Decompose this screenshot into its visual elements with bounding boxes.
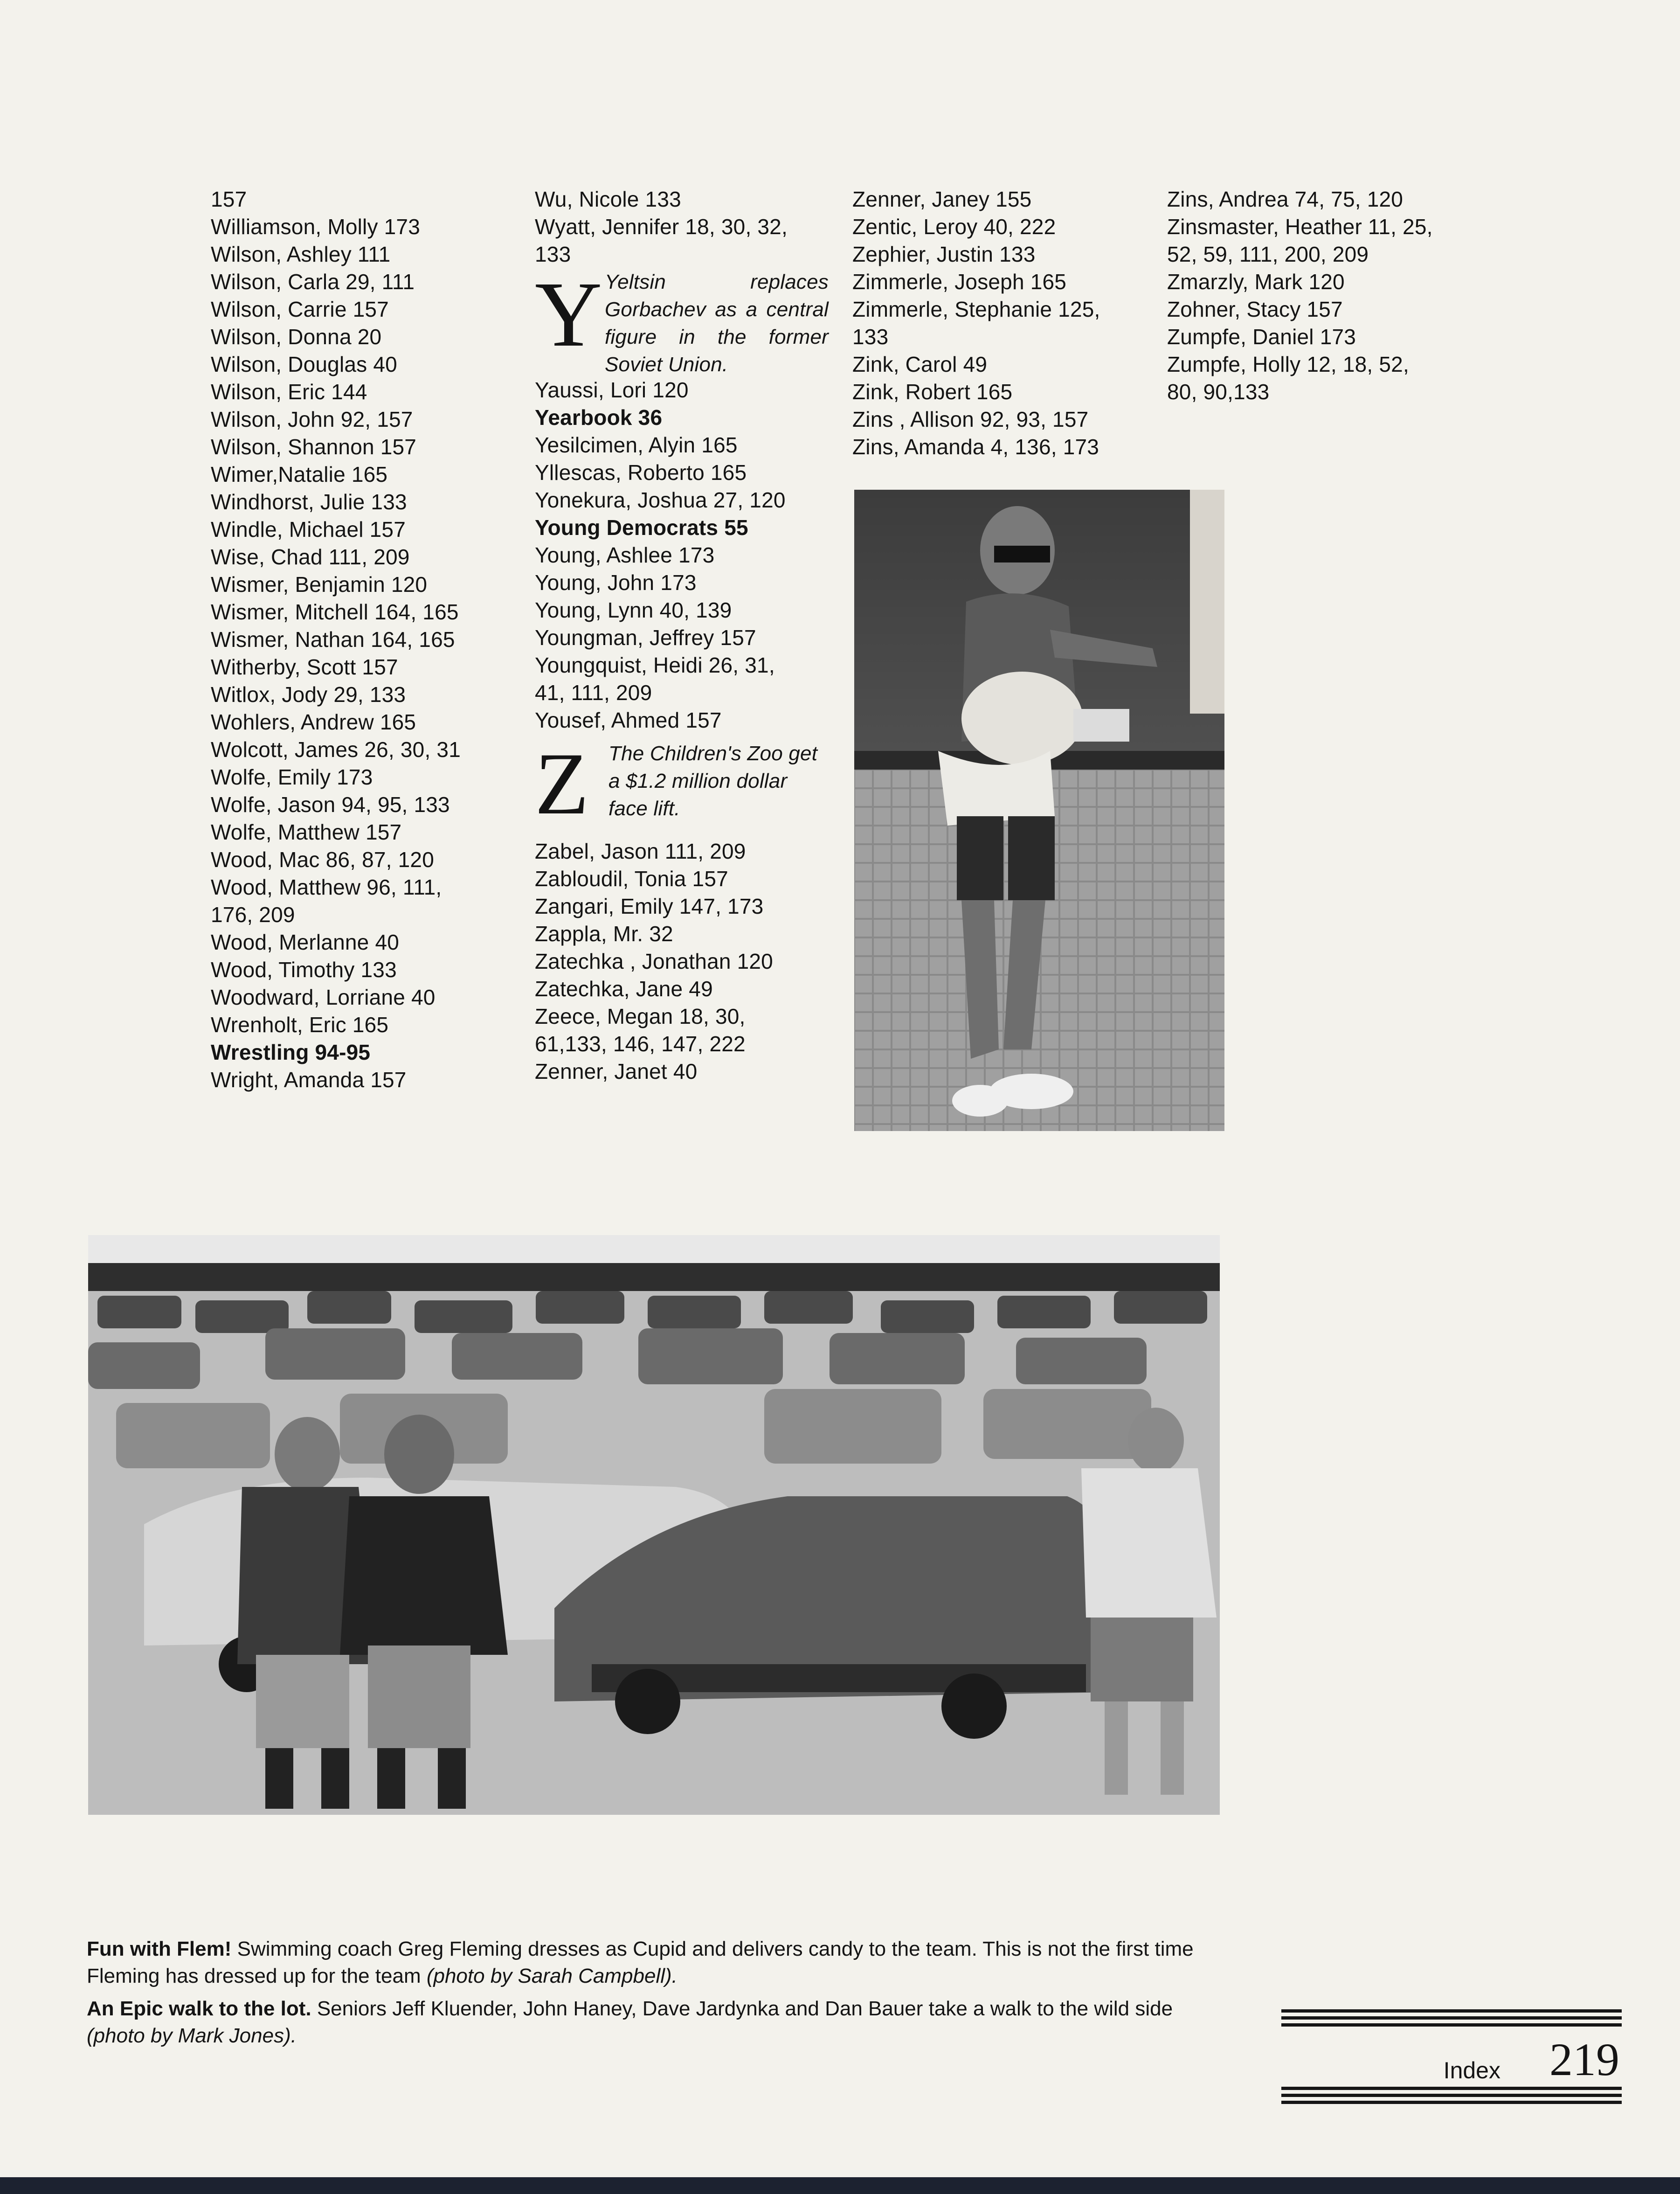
index-entry: Zumpfe, Daniel 173 — [1167, 325, 1356, 349]
index-entry: Youngquist, Heidi 26, 31, — [535, 653, 775, 677]
index-entry: Zimmerle, Stephanie 125, — [852, 297, 1100, 321]
index-entry: Young, John 173 — [535, 570, 697, 595]
index-entry: Zohner, Stacy 157 — [1167, 297, 1343, 321]
index-entry: Wilson, Carla 29, 111 — [211, 270, 415, 294]
caption-text: Seniors Jeff Kluender, John Haney, Dave Jardynka and Dan Bauer take a walk to the wild side — [311, 1997, 1173, 2020]
index-entry: Witlox, Jody 29, 133 — [211, 682, 406, 707]
scan-edge — [0, 2177, 1680, 2194]
index-entry: Zappla, Mr. 32 — [535, 922, 673, 946]
caption-title: An Epic walk to the lot. — [87, 1997, 311, 2020]
cupid-coach-photo — [854, 490, 1224, 1131]
index-entry: Zumpfe, Holly 12, 18, 52, — [1167, 352, 1409, 376]
index-entry: 52, 59, 111, 200, 209 — [1167, 242, 1369, 266]
drop-cap-z: Z — [535, 735, 589, 833]
index-entry: Yonekura, Joshua 27, 120 — [535, 488, 786, 512]
index-column-4 — [1167, 186, 1433, 406]
index-entry: Windhorst, Julie 133 — [211, 490, 407, 514]
index-entry: Wohlers, Andrew 165 — [211, 710, 416, 734]
index-entry: Young, Lynn 40, 139 — [535, 598, 732, 622]
index-entry: Wise, Chad 111, 209 — [211, 545, 410, 569]
index-entry: Zatechka , Jonathan 120 — [535, 949, 773, 973]
caption-parking-lot — [87, 1995, 1224, 2049]
index-entry: Wolcott, James 26, 30, 31 — [211, 737, 461, 762]
index-entry: Zink, Carol 49 — [852, 352, 988, 376]
section-label: Index — [1443, 2057, 1500, 2083]
index-entry: Zmarzly, Mark 120 — [1167, 270, 1345, 294]
index-entry: Windle, Michael 157 — [211, 517, 406, 542]
index-entry: Wilson, Eric 144 — [211, 380, 367, 404]
index-entry: Zink, Robert 165 — [852, 380, 1013, 404]
photo-credit: (photo by Sarah Campbell). — [426, 1965, 678, 1987]
index-entry: Zenner, Janet 40 — [535, 1059, 698, 1083]
index-entry: Woodward, Lorriane 40 — [211, 985, 436, 1009]
index-entry: Zabel, Jason 111, 209 — [535, 839, 746, 863]
index-entry: Wood, Matthew 96, 111, — [211, 875, 442, 899]
index-entry: Zangari, Emily 147, 173 — [535, 894, 764, 918]
index-entry: Youngman, Jeffrey 157 — [535, 625, 756, 650]
folio-rules-top — [1281, 2009, 1622, 2030]
index-entry: Yaussi, Lori 120 — [535, 378, 689, 402]
index-entry: Yesilcimen, Alyin 165 — [535, 433, 738, 457]
index-entry: Wu, Nicole 133 — [535, 187, 681, 211]
index-entry: Zatechka, Jane 49 — [535, 977, 713, 1001]
index-entry: Wismer, Nathan 164, 165 — [211, 627, 455, 652]
index-entry: Zimmerle, Joseph 165 — [852, 270, 1067, 294]
drop-cap-y: Y — [535, 263, 602, 366]
index-entry: Wood, Timothy 133 — [211, 958, 397, 982]
caption-title: Fun with Flem! — [87, 1937, 232, 1960]
index-column-3 — [852, 186, 1100, 461]
index-column-1 — [211, 186, 461, 1094]
page-folio — [1281, 2009, 1622, 2103]
index-entry: Zeece, Megan 18, 30, — [535, 1004, 746, 1028]
index-entry: Wilson, Carrie 157 — [211, 297, 389, 321]
index-entry: Zins , Allison 92, 93, 157 — [852, 407, 1089, 431]
index-entry: 61,133, 146, 147, 222 — [535, 1032, 746, 1056]
parking-lot-photo — [88, 1235, 1220, 1815]
index-entry: Wrenholt, Eric 165 — [211, 1013, 389, 1037]
y-section-header — [535, 263, 833, 376]
page-number: 219 — [1549, 2034, 1619, 2085]
index-entry: Wolfe, Emily 173 — [211, 765, 373, 789]
caption-cupid — [87, 1936, 1224, 1990]
index-entry: Wilson, Shannon 157 — [211, 435, 417, 459]
index-entry-topic: Yearbook 36 — [535, 405, 663, 430]
index-entry: Wright, Amanda 157 — [211, 1068, 407, 1092]
index-entry: 176, 209 — [211, 903, 295, 927]
z-section-header — [535, 735, 833, 838]
index-entry: Zinsmaster, Heather 11, 25, — [1167, 215, 1433, 239]
index-entry: Wilson, Ashley 111 — [211, 242, 391, 266]
index-entry: Wilson, Douglas 40 — [211, 352, 397, 376]
index-entry: Young, Ashlee 173 — [535, 543, 715, 567]
index-entry-topic: Wrestling 94-95 — [211, 1040, 371, 1064]
index-entry: Zenner, Janey 155 — [852, 187, 1032, 211]
index-entry: 41, 111, 209 — [535, 680, 652, 705]
index-entry: Wilson, Donna 20 — [211, 325, 382, 349]
index-entry: Wyatt, Jennifer 18, 30, 32, — [535, 215, 788, 239]
index-entry-topic: Young Democrats 55 — [535, 515, 748, 540]
folio-rules-bottom — [1281, 2087, 1622, 2108]
photo-captions — [87, 1936, 1224, 2055]
index-entry: Wismer, Benjamin 120 — [211, 572, 428, 597]
index-entry: Zins, Andrea 74, 75, 120 — [1167, 187, 1403, 211]
caption-text: Swimming coach Greg Fleming dresses as Cupid and delivers candy to the team. This is not the first time Fleming has dressed up for the team — [87, 1937, 1194, 1987]
index-entry: Williamson, Molly 173 — [211, 215, 420, 239]
index-entry: Wood, Merlanne 40 — [211, 930, 400, 954]
index-entry: 157 — [211, 187, 247, 211]
index-column-2 — [535, 186, 833, 1085]
index-entry: Zabloudil, Tonia 157 — [535, 867, 728, 891]
z-section-note: The Children's Zoo get a $1.2 million dollar face lift. — [608, 742, 818, 820]
index-entry: Wilson, John 92, 157 — [211, 407, 413, 431]
index-entry: Zentic, Leroy 40, 222 — [852, 215, 1056, 239]
index-entry: Yousef, Ahmed 157 — [535, 708, 722, 732]
photo-credit: (photo by Mark Jones). — [87, 2024, 297, 2047]
index-entry: 133 — [852, 325, 889, 349]
index-entry: 80, 90,133 — [1167, 380, 1270, 404]
index-entry: Yllescas, Roberto 165 — [535, 460, 747, 485]
index-entry: 133 — [535, 242, 571, 266]
index-entry: Zins, Amanda 4, 136, 173 — [852, 435, 1099, 459]
index-entry: Wolfe, Jason 94, 95, 133 — [211, 792, 450, 817]
index-entry: Witherby, Scott 157 — [211, 655, 398, 679]
index-entry: Wimer,Natalie 165 — [211, 462, 388, 486]
y-section-note: Yeltsin replaces Gorbachev as a central figure in the former Soviet Union. — [605, 271, 829, 376]
index-entry: Wood, Mac 86, 87, 120 — [211, 847, 434, 872]
index-entry: Wismer, Mitchell 164, 165 — [211, 600, 459, 624]
index-entry: Wolfe, Matthew 157 — [211, 820, 402, 844]
index-entry: Zephier, Justin 133 — [852, 242, 1036, 266]
